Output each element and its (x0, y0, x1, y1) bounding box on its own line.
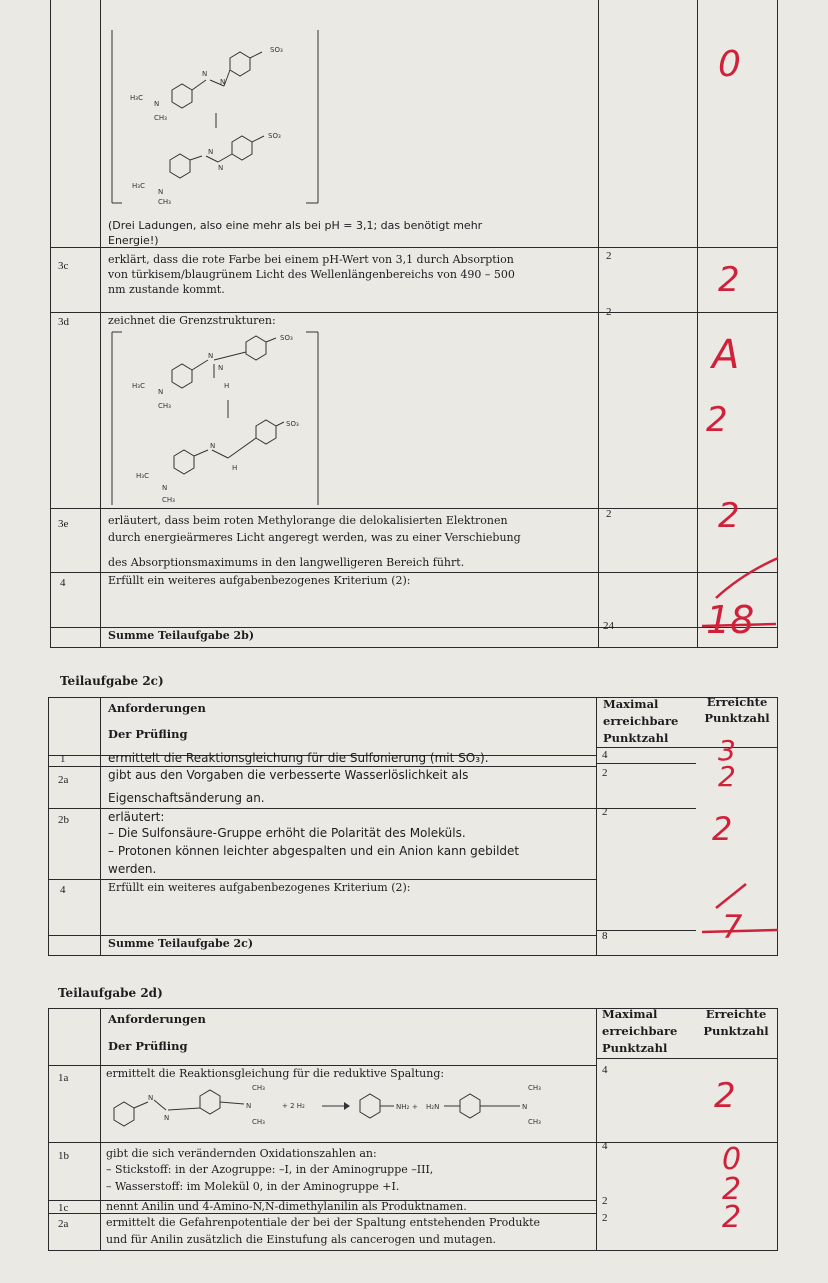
col-reached-2c-l1: Erreichte (706, 695, 768, 709)
eq-n-1: N (148, 1094, 154, 1102)
eq-nh2: NH₂ (396, 1103, 410, 1111)
structure-drawing-1 (110, 28, 320, 206)
score-2d-1c: 2 (722, 1172, 742, 1207)
h3c-label-1: H₃C (130, 94, 143, 102)
sum-2c-label: Summe Teilaufgabe 2c) (108, 937, 254, 950)
ch3-label-1: CH₃ (154, 114, 167, 122)
row-3c-text-2: von türkisem/blaugrünem Licht des Wellenlängenbereichs von 490 – 500 (108, 268, 515, 281)
structure-drawing-2 (110, 330, 320, 508)
h3c-label-4: H₃C (136, 472, 149, 480)
row-3c-text-3: nm zustande kommt. (108, 283, 225, 296)
row-2c-2a-text-1: gibt aus den Vorgaben die verbesserte Wasserlöslichkeit als (108, 768, 469, 782)
n-label-5: N (218, 164, 224, 172)
row-id-2d-2a: 2a (58, 1218, 69, 1230)
score-3c: 2 (718, 260, 740, 300)
n-label-7: N (208, 352, 214, 360)
n-label-8: N (218, 364, 224, 372)
row-id-2c-1: 1 (60, 753, 66, 765)
row-2d-1c-max: 2 (602, 1195, 608, 1207)
h-label-2: H (232, 464, 238, 472)
so3-label-2: SO₃ (268, 132, 281, 140)
score-3d-a: A (712, 332, 740, 378)
score-sum-2b: 18 (706, 598, 755, 642)
row-2c-4-text: Erfüllt ein weiteres aufgabenbezogenes Kriterium (2): (108, 881, 411, 894)
n-label-11: N (162, 484, 168, 492)
score-top: 0 (718, 44, 741, 85)
row-3d-max: 2 (606, 306, 612, 318)
n-label-4: N (208, 148, 214, 156)
strike-2c-row-4 (712, 880, 752, 910)
row-id-2c-2a: 2a (58, 774, 69, 786)
sum-2c-max: 8 (602, 930, 608, 942)
row-2d-1b-text-3: – Wasserstoff: im Molekül 0, in der Aminogruppe +I. (106, 1180, 400, 1193)
row-id-3c: 3c (58, 260, 69, 272)
row-2c-1-max: 4 (602, 749, 608, 761)
n-label-6: N (158, 188, 164, 196)
row-2d-2a-max: 2 (602, 1212, 608, 1224)
col-anforderungen-2c: Anforderungen (108, 701, 206, 715)
score-2c-2b: 2 (712, 810, 733, 848)
col-max-2d-l3: Punktzahl (602, 1041, 668, 1055)
col-anforderungen-2d: Anforderungen (108, 1012, 206, 1026)
col-reached-2d-l1: Erreichte (705, 1007, 767, 1021)
ch3-label-2: CH₃ (158, 198, 171, 206)
col-max-2c-l2: erreichbare (603, 714, 679, 728)
eq-n-4: N (522, 1103, 528, 1111)
col-max-2c-l1: Maximal (603, 697, 659, 711)
row-id-2c-4: 4 (60, 884, 66, 896)
row-2d-2a-text-2: und für Anilin zusätzlich die Einstufung als cancerogen und mutagen. (106, 1233, 497, 1246)
row-2d-1a-text: ermittelt die Reaktionsgleichung für die reduktive Spaltung: (106, 1067, 445, 1080)
sum-2b-label: Summe Teilaufgabe 2b) (108, 629, 255, 642)
row-2d-1b-max: 4 (602, 1140, 608, 1152)
col-pruefling-2d: Der Prüfling (108, 1039, 188, 1053)
score-sum-2c: 7 (722, 908, 743, 946)
reaction-equation (108, 1082, 576, 1136)
col-max-2d-l1: Maximal (602, 1007, 658, 1021)
row-id-3d: 3d (58, 316, 69, 328)
row-id-3e: 3e (58, 518, 69, 530)
col-reached-2c (699, 694, 775, 726)
section-2d-title: Teilaufgabe 2d) (58, 986, 163, 1000)
ch3-label-3: CH₃ (158, 402, 171, 410)
n-label-3: N (154, 100, 160, 108)
row-3d-text-1: zeichnet die Grenzstrukturen: (108, 314, 276, 327)
row-2c-2b-text-4: werden. (108, 862, 157, 876)
row-2c-2a-text-2: Eigenschaftsänderung an. (108, 791, 265, 805)
score-2d-1b: 0 (722, 1142, 742, 1177)
eq-ch3-1: CH₃ (252, 1084, 265, 1092)
eq-ch3-4: CH₃ (528, 1118, 541, 1126)
underline-sum-2b (700, 618, 780, 632)
row-2d-2a-text-1: ermittelt die Gefahrenpotentiale der bei der Spaltung entstehenden Produkte (106, 1216, 540, 1229)
row-3e-text-3: des Absorptionsmaximums in den langwelligeren Bereich führt. (108, 556, 465, 569)
row-4-text: Erfüllt ein weiteres aufgabenbezogenes Kriterium (2): (108, 574, 411, 587)
eq-plus: + (412, 1103, 418, 1111)
score-2c-1: 3 (718, 734, 736, 767)
row-3e-text-2: durch energieärmeres Licht angeregt werden, was zu einer Verschiebung (108, 531, 521, 544)
col-max-2c-l3: Punktzahl (603, 731, 669, 745)
row-3c-max: 2 (606, 250, 612, 262)
eq-n-3: N (246, 1102, 252, 1110)
h-label-1: H (224, 382, 230, 390)
n-label-2: N (220, 78, 226, 86)
row-id-4: 4 (60, 577, 66, 589)
row-id-2d-1c: 1c (58, 1202, 69, 1214)
eq-h2: + 2 H₂ (282, 1102, 305, 1110)
score-2d-1a: 2 (714, 1076, 736, 1116)
row-2d-1a-max: 4 (602, 1064, 608, 1076)
row-id-2c-2b: 2b (58, 814, 69, 826)
so3-label-1: SO₃ (270, 46, 283, 54)
col-reached-2c-l2: Punktzahl (704, 711, 770, 725)
score-3e: 2 (718, 496, 740, 536)
ch3-label-4: CH₃ (162, 496, 175, 504)
eq-h2n: H₂N (426, 1103, 440, 1111)
structure-note-line-2: Energie!) (108, 234, 159, 247)
underline-sum-2c (700, 924, 780, 938)
eq-n-2: N (164, 1114, 170, 1122)
col-reached-2d-l2: Punktzahl (703, 1024, 769, 1038)
row-2c-2b-text-1: erläutert: (108, 810, 165, 824)
section-2c-title: Teilaufgabe 2c) (60, 674, 164, 688)
n-label-9: N (158, 388, 164, 396)
row-3e-max: 2 (606, 508, 612, 520)
score-2d-2a: 2 (722, 1200, 742, 1235)
score-2c-2a: 2 (718, 760, 736, 793)
strike-row-4 (712, 552, 782, 602)
row-2c-2b-max: 2 (602, 806, 608, 818)
row-2c-2b-text-3: – Protonen können leichter abgespalten und ein Anion kann gebildet (108, 844, 520, 858)
col-pruefling-2c: Der Prüfling (108, 727, 188, 741)
col-reached-2d (698, 1006, 774, 1040)
h3c-label-2: H₃C (132, 182, 145, 190)
sum-2b-max: 24 (603, 620, 614, 632)
col-max-2d-l2: erreichbare (602, 1024, 678, 1038)
row-2d-1c-text: nennt Anilin und 4-Amino-N,N-dimethylanilin als Produktnamen. (106, 1200, 467, 1213)
eq-ch3-3: CH₃ (528, 1084, 541, 1092)
structure-note-line-1: (Drei Ladungen, also eine mehr als bei pH = 3,1; das benötigt mehr (108, 219, 483, 232)
n-label-10: N (210, 442, 216, 450)
row-3e-text-1: erläutert, dass beim roten Methylorange die delokalisierten Elektronen (108, 514, 508, 527)
n-label-1: N (202, 70, 208, 78)
row-3c-text-1: erklärt, dass die rote Farbe bei einem pH-Wert von 3,1 durch Absorption (108, 253, 514, 266)
row-2c-2b-text-2: – Die Sulfonsäure-Gruppe erhöht die Polarität des Moleküls. (108, 826, 466, 840)
col-max-2d (602, 1006, 677, 1057)
h3c-label-3: H₃C (132, 382, 145, 390)
row-id-2d-1a: 1a (58, 1072, 69, 1084)
row-2d-1b-text-2: – Stickstoff: in der Azogruppe: –I, in der Aminogruppe –III, (106, 1163, 434, 1176)
row-id-2d-1b: 1b (58, 1150, 69, 1162)
col-max-2c (603, 696, 678, 747)
row-2d-1b-text-1: gibt die sich verändernden Oxidationszahlen an: (106, 1147, 377, 1160)
so3-label-4: SO₃ (286, 420, 299, 428)
row-2c-1-text: ermittelt die Reaktionsgleichung für die Sulfonierung (mit SO₃). (108, 751, 489, 765)
score-3d-b: 2 (706, 400, 728, 440)
eq-ch3-2: CH₃ (252, 1118, 265, 1126)
row-2c-2a-max: 2 (602, 767, 608, 779)
so3-label-3: SO₃ (280, 334, 293, 342)
